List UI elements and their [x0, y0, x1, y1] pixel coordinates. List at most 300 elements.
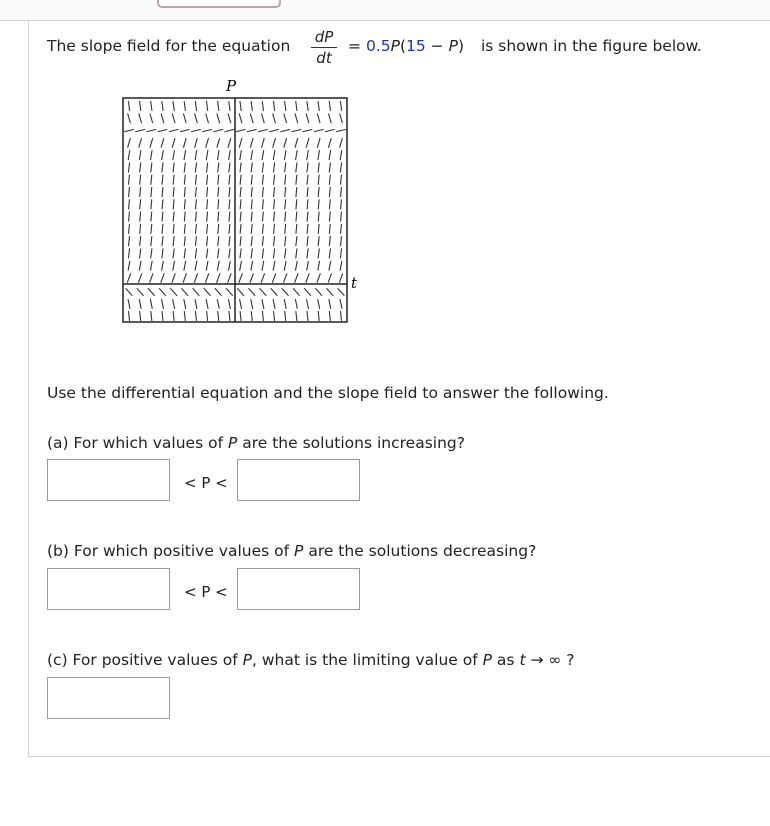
slope-segment	[292, 129, 302, 131]
slope-segment	[169, 129, 179, 131]
slope-segment	[218, 187, 219, 197]
slope-segment	[162, 248, 163, 258]
part-a-text-2: are the solutions increasing?	[237, 434, 465, 452]
slope-segment	[239, 273, 242, 282]
slope-segment	[295, 113, 298, 123]
slope-segment	[251, 212, 252, 222]
slope-segment	[315, 288, 322, 295]
slope-segment	[285, 236, 286, 246]
slope-segment	[140, 236, 141, 246]
slope-segment	[251, 199, 252, 209]
slope-segment	[172, 138, 175, 148]
slope-segment	[150, 299, 152, 309]
slope-segment	[161, 273, 164, 282]
slope-segment	[329, 236, 330, 246]
slope-segment	[251, 224, 252, 234]
slope-segment	[184, 224, 185, 234]
slope-segment	[128, 248, 129, 258]
slope-segment	[161, 113, 164, 123]
slope-segment	[295, 138, 298, 148]
slope-segment	[195, 187, 196, 197]
slope-segment	[237, 288, 244, 295]
slope-segment	[204, 288, 211, 295]
part-c-input[interactable]	[47, 677, 170, 719]
slope-segment	[283, 273, 286, 282]
slope-segment	[151, 199, 152, 209]
slope-segment	[284, 150, 286, 160]
part-c-var-1: P	[242, 651, 252, 669]
slope-segment	[284, 138, 287, 148]
slope-segment	[173, 175, 174, 185]
slope-segment	[295, 299, 297, 309]
slope-segment	[240, 248, 241, 258]
slope-segment	[129, 199, 130, 209]
slope-segment	[251, 175, 252, 185]
slope-segment	[262, 150, 264, 160]
slope-segment	[196, 212, 197, 222]
slope-segment	[247, 129, 257, 131]
slope-segment	[140, 101, 141, 111]
slope-segment	[139, 138, 142, 148]
slope-segment	[307, 101, 308, 111]
slope-segment	[218, 311, 219, 321]
slope-segment	[325, 129, 335, 131]
slope-segment	[218, 199, 219, 209]
slope-segment	[217, 299, 219, 309]
slope-segment	[274, 187, 275, 197]
slope-segment	[135, 129, 145, 131]
slope-segment	[137, 288, 144, 295]
slope-segment	[129, 212, 130, 222]
slope-segment	[206, 138, 209, 148]
slope-segment	[229, 311, 230, 321]
slope-segment	[173, 101, 174, 111]
slope-segment	[140, 162, 141, 172]
slope-segment	[228, 273, 231, 282]
slope-segment	[240, 187, 241, 197]
slope-segment	[217, 150, 219, 160]
slope-segment	[285, 162, 286, 172]
slope-segment	[329, 150, 331, 160]
slope-segment	[229, 224, 230, 234]
slope-segment	[307, 162, 308, 172]
slope-segment	[329, 199, 330, 209]
slope-segment	[318, 248, 319, 258]
slope-segment	[296, 212, 297, 222]
slope-segment	[183, 273, 186, 282]
slope-segment	[307, 236, 308, 246]
slope-segment	[307, 187, 308, 197]
slope-segment	[140, 187, 141, 197]
slope-segment	[217, 273, 220, 282]
slope-segment	[328, 273, 331, 282]
slope-segment	[229, 101, 230, 111]
slope-segment	[339, 273, 342, 282]
slope-segment	[273, 150, 275, 160]
slope-segment	[173, 299, 175, 309]
slope-segment	[139, 299, 141, 309]
slope-segment	[184, 199, 185, 209]
slope-segment	[128, 236, 129, 246]
slope-segment	[150, 273, 153, 282]
slope-segment	[307, 311, 308, 321]
slope-segment	[217, 113, 220, 123]
slope-segment	[262, 187, 263, 197]
slope-segment	[306, 273, 309, 282]
slope-segment	[240, 212, 241, 222]
slope-segment	[162, 187, 163, 197]
slope-segment	[273, 261, 275, 271]
frac-bar	[311, 47, 337, 48]
slope-segment	[293, 288, 300, 295]
slope-segment	[274, 175, 275, 185]
slope-segment	[240, 150, 242, 160]
slope-segment	[151, 162, 152, 172]
slope-segment	[284, 299, 286, 309]
slope-segment	[195, 138, 198, 148]
slope-segment	[296, 236, 297, 246]
slope-segment	[184, 150, 186, 160]
slope-segment	[161, 138, 164, 148]
slope-segment	[318, 175, 319, 185]
slope-segment	[195, 150, 197, 160]
slope-segment	[195, 236, 196, 246]
slope-segment	[318, 150, 320, 160]
slope-segment	[262, 162, 263, 172]
slope-segment	[240, 311, 241, 321]
derivative-fraction	[309, 28, 339, 67]
slope-segment	[173, 199, 174, 209]
slope-segment	[195, 113, 198, 123]
slope-segment	[151, 236, 152, 246]
slope-segment	[296, 311, 297, 321]
slope-segment	[340, 101, 341, 111]
slope-segment	[273, 299, 275, 309]
slope-segment	[251, 248, 252, 258]
part-b-separator: < P <	[184, 583, 228, 601]
intro-lead: The slope field for the equation	[47, 37, 291, 55]
slope-segment	[318, 224, 319, 234]
part-a-lower-input[interactable]	[47, 459, 170, 501]
part-c-var-3: t	[519, 651, 526, 669]
slope-segment	[206, 113, 209, 123]
close-paren: )	[457, 37, 465, 55]
slope-segment	[248, 288, 255, 295]
slope-segment	[340, 150, 342, 160]
slope-segment	[307, 212, 308, 222]
slope-segment	[340, 261, 342, 271]
slope-segment	[184, 248, 185, 258]
slope-segment	[207, 199, 208, 209]
slope-segment	[128, 101, 129, 111]
slope-segment	[162, 236, 163, 246]
top-tab[interactable]	[157, 0, 281, 8]
slope-segment	[296, 162, 297, 172]
slope-segment	[284, 261, 286, 271]
part-b-upper-input[interactable]	[237, 568, 360, 610]
slope-segment	[262, 212, 263, 222]
slope-segment	[206, 150, 208, 160]
slope-segment	[262, 261, 264, 271]
slope-segment	[206, 101, 207, 111]
slope-segment	[251, 311, 252, 321]
slope-segment	[318, 311, 319, 321]
slope-segment	[158, 129, 168, 131]
slope-segment	[340, 311, 341, 321]
slope-segment	[329, 175, 330, 185]
slope-segment	[181, 288, 188, 295]
slope-segment	[173, 248, 174, 258]
slope-segment	[151, 150, 153, 160]
slope-segment	[140, 212, 141, 222]
slope-segment	[296, 248, 297, 258]
part-c-var-2: P	[482, 651, 492, 669]
slope-segment	[318, 187, 319, 197]
slope-segment	[307, 261, 309, 271]
slope-segment	[195, 224, 196, 234]
slope-segment	[207, 311, 208, 321]
slope-segment	[162, 150, 164, 160]
part-a-var: P	[227, 434, 238, 452]
slope-segment	[173, 261, 175, 271]
slope-segment	[336, 129, 346, 131]
slope-segment	[207, 187, 208, 197]
slope-segment	[150, 138, 153, 148]
slope-segment	[329, 162, 330, 172]
slope-segment	[303, 129, 313, 131]
slope-segment	[318, 261, 320, 271]
slope-segment	[340, 248, 341, 258]
slope-segment	[217, 261, 219, 271]
slope-segment	[285, 212, 286, 222]
slope-segment	[184, 299, 186, 309]
slope-segment	[173, 224, 174, 234]
slope-segment	[262, 236, 263, 246]
slope-segment	[218, 224, 219, 234]
slope-segment	[184, 212, 185, 222]
slope-segment	[195, 261, 197, 271]
slope-segment	[161, 299, 163, 309]
slope-segment	[151, 175, 152, 185]
slope-segment	[170, 288, 177, 295]
slope-segment	[261, 273, 264, 282]
slope-segment	[162, 175, 163, 185]
slope-segment	[127, 273, 130, 282]
slope-segment	[295, 261, 297, 271]
slope-segment	[129, 224, 130, 234]
slope-segment	[318, 212, 319, 222]
slope-segment	[240, 101, 241, 111]
slope-segment	[225, 129, 235, 131]
slope-segment	[229, 261, 231, 271]
slope-segment	[318, 299, 320, 309]
slope-segment	[258, 129, 268, 131]
part-b-lower-input[interactable]	[47, 568, 170, 610]
slope-segment	[228, 138, 231, 148]
slope-segment	[173, 236, 174, 246]
slope-segment	[340, 175, 341, 185]
slope-segment	[206, 261, 208, 271]
slope-segment	[317, 138, 320, 148]
slope-segment	[195, 162, 196, 172]
slope-segment	[126, 288, 133, 295]
slope-segment	[285, 311, 286, 321]
open-paren: (	[399, 37, 407, 55]
slope-field-figure	[110, 72, 370, 334]
minus-sign: −	[425, 37, 449, 55]
slope-segment	[326, 288, 333, 295]
slope-segment	[340, 299, 342, 309]
slope-segment	[128, 138, 131, 148]
slope-segment	[139, 261, 141, 271]
slope-segment	[150, 113, 153, 123]
slope-segment	[173, 150, 175, 160]
slope-segment	[151, 187, 152, 197]
slope-segment	[124, 129, 134, 131]
slope-segment	[285, 175, 286, 185]
slope-segment	[318, 236, 319, 246]
slope-segment	[229, 199, 230, 209]
slope-segment	[173, 212, 174, 222]
slope-segment	[318, 162, 319, 172]
slope-segment	[307, 175, 308, 185]
slope-segment	[329, 187, 330, 197]
part-b-question	[47, 542, 536, 560]
slope-segment	[274, 311, 275, 321]
slope-segment	[150, 261, 152, 271]
slope-segment	[173, 162, 174, 172]
slope-segment	[318, 101, 319, 111]
slope-segment	[151, 248, 152, 258]
eq-sign: =	[348, 37, 361, 55]
slope-segment	[228, 113, 231, 123]
slope-segment	[229, 187, 230, 197]
slope-segment	[229, 150, 231, 160]
slope-segment	[128, 150, 130, 160]
var-p: P	[448, 37, 458, 55]
slope-segment	[296, 175, 297, 185]
slope-segment	[139, 113, 142, 123]
slope-segment	[184, 261, 186, 271]
slope-segment	[295, 273, 298, 282]
slope-segment	[151, 224, 152, 234]
slope-segment	[285, 199, 286, 209]
slope-segment	[251, 299, 253, 309]
slope-segment	[129, 187, 130, 197]
slope-segment	[183, 113, 186, 123]
slope-segment	[239, 113, 242, 123]
slope-segment	[274, 236, 275, 246]
slope-segment	[215, 288, 222, 295]
part-c-text-2: , what is the limiting value of	[251, 651, 483, 669]
slope-segment	[229, 162, 230, 172]
part-a-separator: < P <	[184, 474, 228, 492]
slope-segment	[207, 175, 208, 185]
part-c-text-4: → ∞ ?	[525, 651, 575, 669]
slope-segment	[262, 311, 263, 321]
p-axis-label: P	[226, 77, 237, 95]
slope-segment	[240, 299, 242, 309]
slope-segment	[272, 273, 275, 282]
slope-segment	[328, 138, 331, 148]
slope-segment	[202, 129, 212, 131]
slope-segment	[251, 162, 252, 172]
slope-segment	[217, 138, 220, 148]
part-b-text-2: are the solutions decreasing?	[303, 542, 537, 560]
slope-segment	[162, 101, 163, 111]
slope-segment	[251, 236, 252, 246]
intro-tail: is shown in the figure below.	[481, 37, 702, 55]
slope-segment	[306, 138, 309, 148]
slope-segment	[128, 311, 129, 321]
slope-segment	[280, 129, 290, 131]
slope-segment	[340, 162, 341, 172]
slope-segment	[194, 273, 197, 282]
slope-segment	[218, 175, 219, 185]
equation-rhs	[348, 37, 464, 55]
slope-segment	[218, 162, 219, 172]
slope-segment	[329, 311, 330, 321]
slope-segment	[262, 299, 264, 309]
top-bar	[0, 0, 770, 21]
slope-segment	[341, 199, 342, 209]
frac-numerator: dP	[314, 28, 334, 46]
slope-segment	[138, 273, 141, 282]
slope-segment	[307, 150, 309, 160]
slope-segment	[307, 224, 308, 234]
slope-segment	[260, 288, 267, 295]
slope-segment	[240, 261, 242, 271]
slope-segment	[250, 273, 253, 282]
slope-segment	[207, 236, 208, 246]
slope-segment	[329, 261, 331, 271]
slope-segment	[341, 187, 342, 197]
slope-segment	[329, 248, 330, 258]
slope-segment	[273, 101, 274, 111]
slope-segment	[140, 311, 141, 321]
slope-segment	[184, 175, 185, 185]
part-a-question	[47, 434, 465, 452]
slope-segment	[191, 129, 201, 131]
slope-segment	[284, 113, 287, 123]
slope-segment	[184, 162, 185, 172]
slope-segment	[128, 261, 130, 271]
slope-segment	[128, 113, 131, 123]
slope-segment	[226, 288, 233, 295]
part-a-upper-input[interactable]	[237, 459, 360, 501]
slope-segment	[296, 101, 297, 111]
slope-segment	[251, 187, 252, 197]
slope-segment	[341, 224, 342, 234]
slope-segment	[128, 175, 129, 185]
slope-segment	[218, 101, 219, 111]
slope-segment	[229, 212, 230, 222]
slope-segment	[240, 224, 241, 234]
slope-segment	[162, 199, 163, 209]
slope-segment	[329, 299, 331, 309]
slope-segment	[274, 224, 275, 234]
slope-segment	[139, 150, 141, 160]
slope-segment	[128, 162, 129, 172]
slope-segment	[151, 101, 152, 111]
slope-segment	[251, 261, 253, 271]
part-b-var: P	[294, 542, 304, 560]
slope-segment	[240, 162, 241, 172]
slope-segment	[341, 212, 342, 222]
slope-segment	[229, 236, 230, 246]
slope-segment	[329, 224, 330, 234]
slope-segment	[207, 212, 208, 222]
